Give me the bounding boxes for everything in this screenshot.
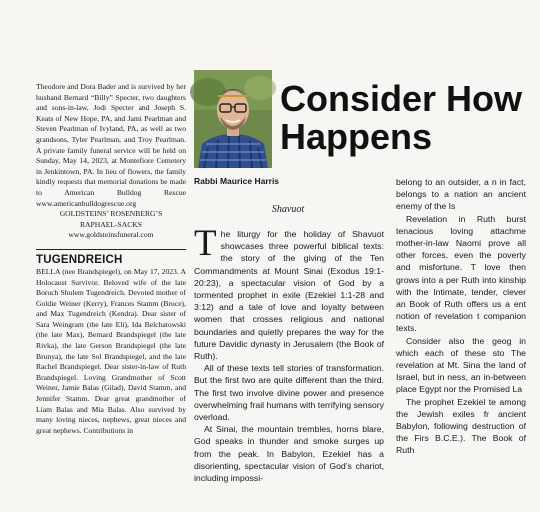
author-portrait-image [194, 70, 272, 168]
funeral-home-url: www.goldsteinsfuneral.com [68, 230, 154, 240]
article-paragraph-1-text: he liturgy for the holiday of Shavuot showcases three powerful biblical texts: the story of the giving of the Ten Commandments at Mount Sinai (Exodus 19:1-20:23), a spectacular vision of God by a tormented prophet in exile (Ezekiel 1:1-28 and 3:12) and a tale of love and loyalty between women that crosses religious and national boundaries and quietly prepares the way for the future Davidic dynasty in Jerusalem (the Book of Ruth). [194, 229, 384, 362]
obituary-paragraph: BELLA (nee Brandspiegel), on May 17, 2023. A Holocaust Survivor. Beloved wife of the late Boruch Shulem Tugendreich. Devoted mother of Goldie Weiner (Kerry), Frances Stamm (Bruce), and Max Tugendreich (Kendra). Dear sister of Sara Weingram (the late Eli), Ida Belchatowski (the late Max), Bernard Brandspiegel (the late Rivka), the late Gerson Brandspiegel (the late Brunya), the late Sol Brandspiegel, and the late Rachel Brandspiegel. Dear sister-in-law of Ruth Brandspiegel. Loving Grandmother of Scott Weiner, Jamie Balas (Gilad), David Stamm, and Jennifer Stamm. Dear great grandmother of Liam Balas and Mia Balas. Also survived by many loving nieces, nephews, great nieces and great nephews. Contributions in [36, 266, 186, 435]
obituaries-column [36, 82, 186, 436]
funeral-home-name-1: GOLDSTEINS’ ROSENBERG’S [59, 209, 163, 219]
article-headline [280, 80, 540, 156]
article-section-label: Shavuot [271, 204, 305, 215]
obituary-name-heading: TUGENDREICH [36, 253, 123, 266]
article-paragraph-1 [194, 223, 384, 362]
funeral-home-name-2: RAPHAEL-SACKS [79, 219, 143, 229]
article-column-2 [396, 176, 526, 457]
headline-line-1: Consider How [280, 78, 523, 119]
article-right-paragraph-1: belong to an outsider, a n in fact, belongs to a nation an ancient enemy of the Is [396, 177, 526, 212]
article-column-1 [194, 223, 384, 484]
obituary-text [36, 267, 186, 437]
author-photo [194, 70, 272, 168]
article-right-paragraph-4: The prophet Ezekiel te among the Jewish exiles fr ancient Babylon, following destruction of the Firs B.C.E.). The Book of Ruth [396, 396, 526, 456]
obituary-continued-paragraph: Theodore and Dora Bader and is survived by her husband Bernard “Billy” Specter, two daughters and sons-in-law, Jodi Specter and Joseph S. Keats of New Hope, PA, and Jami Pearlman and Steven Pearlman of Ivyland, PA, as well as two grandsons, Tyler Pearlman, and Troy Pearlman. A private family funeral service will be held on Sunday, May 14, 2023, at Montefiore Cemetery in Jenkintown, PA. In lieu of flowers, the family kindly requests that memorial donations be made to American Bulldog Rescue www.americanbulldogrescue.org [36, 82, 186, 208]
drop-cap: T [194, 223, 217, 264]
article-paragraph-3: At Sinai, the mountain trembles, horns blare, God speaks in thunder and smoke surges up from the peak. In Babylon, Ezekiel has a disorienting, spectacular vision of God’s chariot, including impossi- [194, 424, 384, 484]
article-right-paragraph-3: Consider also the geog in which each of these sto The revelation at Mt. Sina the land of Israel, but in ness, an in-between place Egypt nor the Promised La [396, 335, 526, 395]
headline-line-2: Happens [280, 116, 433, 157]
article-right-paragraph-2: Revelation in Ruth burst tenacious loving attachme mother-in-law Naomi prove all other forces, even the poverty and misfortune. T love then grows into a per Ruth into kinship with the Intimate, tender, clever an Book of Ruth offers us a ent notion of revelation t companion texts. [396, 213, 526, 334]
obituary-divider [36, 249, 186, 250]
obituary-continued-text [36, 82, 186, 209]
article-byline: Rabbi Maurice Harris [194, 176, 280, 186]
article-paragraph-2: All of these texts tell stories of transformation. But the first two are quite different than the third. The first two involve divine power and presence overwhelming frail humans with terrifying sensory overload. [194, 363, 384, 423]
